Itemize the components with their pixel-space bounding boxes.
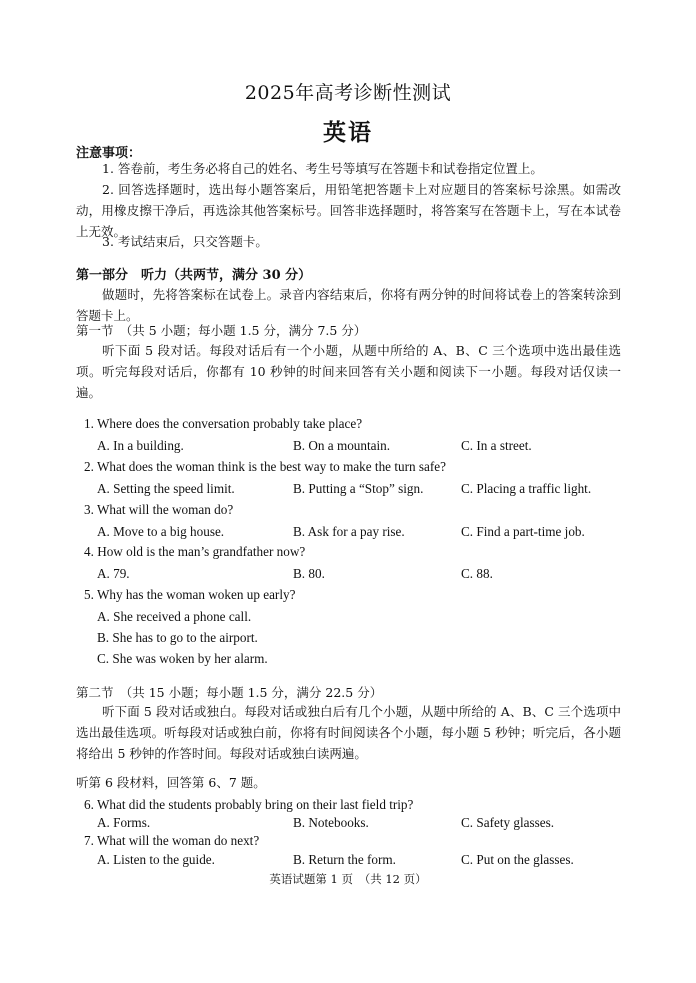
q6-option-b: B. Notebooks. <box>293 815 369 830</box>
section2-instructions: 听下面 5 段对话或独白。每段对话或独白后有几个小题，从题中所给的 A、B、C 三个选项中选出最佳选项。听每段对话或独白前，你将有时间阅读各个小题，每小题 5 秒钟；听完后，各小题将给出 5 秒钟的作答时间。每段对话或独白读两遍。 <box>76 704 621 761</box>
question-3: 3. What will the woman do? <box>84 502 234 517</box>
q3-option-b: B. Ask for a pay rise. <box>293 524 405 539</box>
page-title: 2025年高考诊断性测试 <box>244 82 452 104</box>
part1-heading: 第一部分 听力（共两节，满分 30 分） <box>76 268 312 283</box>
section1-heading: 第一节 （共 5 小题；每小题 1.5 分，满分 7.5 分） <box>76 323 367 338</box>
q1-option-b: B. On a mountain. <box>293 438 391 453</box>
material-6-instruction: 听第 6 段材料，回答第 6、7 题。 <box>76 775 266 790</box>
notice-item-2: 2. 回答选择题时，选出每小题答案后，用铅笔把答题卡上对应题目的答案标号涂黑。如需改动，用橡皮擦干净后，再选涂其他答案标号。回答非选择题时，将答案写在答题卡上，写在本试卷上无效。 <box>76 182 621 239</box>
q7-option-c: C. Put on the glasses. <box>461 852 574 867</box>
q6-option-c: C. Safety glasses. <box>461 815 555 830</box>
q4-option-c: C. 88. <box>461 566 493 581</box>
q1-option-c: C. In a street. <box>461 438 532 453</box>
q6-option-a: A. Forms. <box>97 815 151 830</box>
question-1: 1. Where does the conversation probably take place? <box>84 416 363 431</box>
notice-item-3: 3. 考试结束后，只交答题卡。 <box>102 234 268 249</box>
q2-option-a: A. Setting the speed limit. <box>97 481 235 496</box>
q7-option-a: A. Listen to the guide. <box>97 852 215 867</box>
question-4: 4. How old is the man’s grandfather now? <box>84 544 306 559</box>
q1-option-a: A. In a building. <box>97 438 184 453</box>
q3-option-c: C. Find a part-time job. <box>461 524 585 539</box>
notice-heading: 注意事项： <box>76 146 142 161</box>
q4-option-a: A. 79. <box>97 566 130 581</box>
part1-intro: 做题时，先将答案标在试卷上。录音内容结束后，你将有两分钟的时间将试卷上的答案转涂到答题卡上。 <box>76 287 621 323</box>
q7-option-b: B. Return the form. <box>293 852 396 867</box>
q5-option-b: B. She has to go to the airport. <box>97 630 258 645</box>
q2-option-b: B. Putting a “Stop” sign. <box>293 481 424 496</box>
subject-title: 英语 <box>323 119 373 146</box>
q4-option-b: B. 80. <box>293 566 325 581</box>
question-6: 6. What did the students probably bring on their last field trip? <box>84 797 414 812</box>
section1-instructions: 听下面 5 段对话。每段对话后有一个小题，从题中所给的 A、B、C 三个选项中选出最佳选项。听完每段对话后，你都有 10 秒钟的时间来回答有关小题和阅读下一小题。每段对话仅读一遍。 <box>76 343 621 400</box>
notice-item-1: 1. 答卷前，考生务必将自己的姓名、考生号等填写在答题卡和试卷指定位置上。 <box>102 161 543 176</box>
page-footer: 英语试题第 1 页 （共 12 页） <box>269 872 427 886</box>
q2-option-c: C. Placing a traffic light. <box>461 481 592 496</box>
question-2: 2. What does the woman think is the best way to make the turn safe? <box>84 459 446 474</box>
q5-option-c: C. She was woken by her alarm. <box>97 651 268 666</box>
question-5: 5. Why has the woman woken up early? <box>84 587 296 602</box>
q3-option-a: A. Move to a big house. <box>97 524 225 539</box>
section2-heading: 第二节 （共 15 小题；每小题 1.5 分，满分 22.5 分） <box>76 685 383 700</box>
q5-option-a: A. She received a phone call. <box>97 609 252 624</box>
question-7: 7. What will the woman do next? <box>84 833 260 848</box>
